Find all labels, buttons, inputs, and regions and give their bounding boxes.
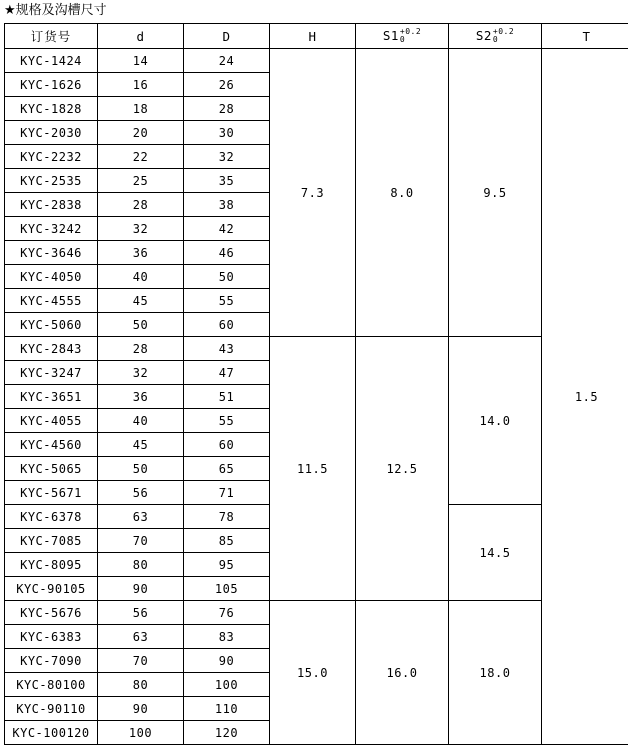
cell-D: 47 xyxy=(184,361,270,385)
cell-D: 24 xyxy=(184,49,270,73)
cell-D: 55 xyxy=(184,289,270,313)
cell-order-code: KYC-3651 xyxy=(5,385,98,409)
cell-d: 70 xyxy=(98,529,184,553)
column-header-D: D xyxy=(184,24,270,49)
cell-order-code: KYC-1626 xyxy=(5,73,98,97)
column-header-S1: S1 +0.2 0 xyxy=(356,24,449,49)
cell-D: 38 xyxy=(184,193,270,217)
cell-D: 105 xyxy=(184,577,270,601)
table-row xyxy=(5,601,628,625)
cell-D: 28 xyxy=(184,97,270,121)
cell-D: 46 xyxy=(184,241,270,265)
cell-d: 40 xyxy=(98,265,184,289)
cell-D: 60 xyxy=(184,313,270,337)
cell-order-code: KYC-1828 xyxy=(5,97,98,121)
cell-D: 76 xyxy=(184,601,270,625)
cell-order-code: KYC-2535 xyxy=(5,169,98,193)
cell-order-code: KYC-3242 xyxy=(5,217,98,241)
cell-order-code: KYC-7090 xyxy=(5,649,98,673)
cell-D: 50 xyxy=(184,265,270,289)
cell-d: 90 xyxy=(98,697,184,721)
cell-D: 71 xyxy=(184,481,270,505)
cell-order-code: KYC-4050 xyxy=(5,265,98,289)
cell-order-code: KYC-2838 xyxy=(5,193,98,217)
cell-d: 32 xyxy=(98,361,184,385)
section-title xyxy=(0,0,628,23)
cell-D: 51 xyxy=(184,385,270,409)
cell-S1: 8.0 xyxy=(356,49,449,337)
column-header-H: H xyxy=(270,24,356,49)
cell-order-code: KYC-3646 xyxy=(5,241,98,265)
cell-S2: 9.5 xyxy=(449,49,542,337)
cell-order-code: KYC-2843 xyxy=(5,337,98,361)
cell-d: 20 xyxy=(98,121,184,145)
cell-d: 56 xyxy=(98,601,184,625)
table-body xyxy=(5,49,628,745)
cell-T: 1.5 xyxy=(542,49,628,745)
cell-d: 90 xyxy=(98,577,184,601)
cell-order-code: KYC-3247 xyxy=(5,361,98,385)
column-header-S2: S2 +0.2 0 xyxy=(449,24,542,49)
cell-H: 11.5 xyxy=(270,337,356,601)
cell-S2: 18.0 xyxy=(449,601,542,745)
cell-d: 45 xyxy=(98,289,184,313)
column-header-code: 订货号 xyxy=(5,24,98,49)
cell-H: 7.3 xyxy=(270,49,356,337)
cell-d: 80 xyxy=(98,673,184,697)
cell-D: 42 xyxy=(184,217,270,241)
cell-d: 36 xyxy=(98,241,184,265)
cell-order-code: KYC-7085 xyxy=(5,529,98,553)
cell-D: 55 xyxy=(184,409,270,433)
s1-tolerance: +0.2 0 xyxy=(400,28,421,44)
cell-order-code: KYC-5060 xyxy=(5,313,98,337)
cell-d: 63 xyxy=(98,625,184,649)
cell-D: 30 xyxy=(184,121,270,145)
cell-d: 100 xyxy=(98,721,184,745)
cell-d: 50 xyxy=(98,457,184,481)
cell-D: 110 xyxy=(184,697,270,721)
cell-order-code: KYC-8095 xyxy=(5,553,98,577)
title-marker-icon: ★ xyxy=(4,3,16,18)
table-head xyxy=(5,24,628,49)
cell-d: 70 xyxy=(98,649,184,673)
cell-d: 40 xyxy=(98,409,184,433)
cell-D: 26 xyxy=(184,73,270,97)
cell-d: 18 xyxy=(98,97,184,121)
cell-D: 100 xyxy=(184,673,270,697)
cell-d: 14 xyxy=(98,49,184,73)
cell-order-code: KYC-2232 xyxy=(5,145,98,169)
cell-D: 60 xyxy=(184,433,270,457)
table-row xyxy=(5,337,628,361)
cell-order-code: KYC-90105 xyxy=(5,577,98,601)
cell-order-code: KYC-5065 xyxy=(5,457,98,481)
cell-order-code: KYC-4560 xyxy=(5,433,98,457)
cell-d: 80 xyxy=(98,553,184,577)
cell-order-code: KYC-1424 xyxy=(5,49,98,73)
cell-D: 90 xyxy=(184,649,270,673)
cell-order-code: KYC-100120 xyxy=(5,721,98,745)
cell-order-code: KYC-2030 xyxy=(5,121,98,145)
cell-d: 45 xyxy=(98,433,184,457)
cell-D: 32 xyxy=(184,145,270,169)
table-row xyxy=(5,49,628,73)
cell-D: 120 xyxy=(184,721,270,745)
cell-order-code: KYC-80100 xyxy=(5,673,98,697)
cell-d: 25 xyxy=(98,169,184,193)
cell-d: 28 xyxy=(98,337,184,361)
cell-order-code: KYC-6383 xyxy=(5,625,98,649)
s2-tolerance: +0.2 0 xyxy=(493,28,514,44)
spec-table xyxy=(4,23,628,745)
cell-D: 78 xyxy=(184,505,270,529)
cell-S1: 16.0 xyxy=(356,601,449,745)
cell-D: 43 xyxy=(184,337,270,361)
column-header-d: d xyxy=(98,24,184,49)
cell-D: 95 xyxy=(184,553,270,577)
cell-D: 35 xyxy=(184,169,270,193)
cell-order-code: KYC-5676 xyxy=(5,601,98,625)
cell-H: 15.0 xyxy=(270,601,356,745)
cell-d: 36 xyxy=(98,385,184,409)
cell-order-code: KYC-4555 xyxy=(5,289,98,313)
cell-d: 28 xyxy=(98,193,184,217)
cell-d: 32 xyxy=(98,217,184,241)
cell-d: 63 xyxy=(98,505,184,529)
cell-d: 22 xyxy=(98,145,184,169)
cell-order-code: KYC-4055 xyxy=(5,409,98,433)
column-header-T: T xyxy=(542,24,628,49)
cell-order-code: KYC-5671 xyxy=(5,481,98,505)
cell-d: 16 xyxy=(98,73,184,97)
cell-order-code: KYC-90110 xyxy=(5,697,98,721)
table-header-row xyxy=(5,24,628,49)
cell-D: 65 xyxy=(184,457,270,481)
cell-S1: 12.5 xyxy=(356,337,449,601)
title-text: 规格及沟槽尺寸 xyxy=(16,3,107,18)
cell-d: 56 xyxy=(98,481,184,505)
cell-S2: 14.5 xyxy=(449,505,542,601)
cell-D: 85 xyxy=(184,529,270,553)
cell-order-code: KYC-6378 xyxy=(5,505,98,529)
cell-D: 83 xyxy=(184,625,270,649)
cell-d: 50 xyxy=(98,313,184,337)
cell-S2: 14.0 xyxy=(449,337,542,505)
